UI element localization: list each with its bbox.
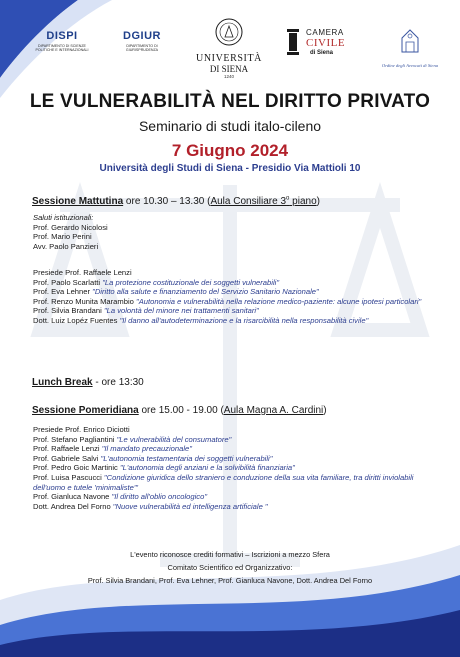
- greeting-item: Prof. Mario Perini: [33, 232, 92, 242]
- greetings-label: Saluti istituzionali:: [33, 213, 94, 222]
- talk-item: Prof. Renzo Munita Marambio "Autonomia e vulnerabilità nella relazione medico-paziente: alcune ipotesi particolari": [33, 296, 422, 306]
- afternoon-chair: Presiede Prof. Enrico Diciotti: [33, 425, 130, 434]
- talk-item: Dott. Andrea Del Forno "Nuove vulnerabilità ed intelligenza artificiale ": [33, 501, 268, 511]
- talk-item: Prof. Gabriele Salvi "L'autonomia testamentaria dei soggetti vulnerabili": [33, 453, 273, 463]
- logo-row: [0, 18, 460, 79]
- greeting-item: Prof. Gerardo Nicolosi: [33, 222, 108, 232]
- column-icon: [286, 28, 300, 56]
- talk-item: Prof. Gianluca Navone "Il diritto all'oblio oncologico": [33, 492, 208, 502]
- unisi-year: 1240: [223, 74, 234, 79]
- morning-greetings: [33, 213, 443, 251]
- event-date: 7 Giugno 2024: [171, 141, 289, 160]
- morning-program: [33, 268, 443, 326]
- unisi-city: DI SIENA: [209, 64, 249, 74]
- afternoon-program: [33, 425, 443, 511]
- lunch-label: Lunch Break: [32, 377, 93, 388]
- talk-item: Prof. Stefano Pagliantini "Le vulnerabilità del consumatore": [33, 434, 232, 444]
- afternoon-session-time: ore 15.00 - 19.00: [141, 405, 218, 416]
- lunch-break: [32, 377, 144, 388]
- crest-icon: [398, 26, 422, 56]
- unisi-name: UNIVERSITÀ: [196, 53, 262, 64]
- talk-item: Prof. Paolo Scarlatti "La protezione costituzionale dei soggetti vulnerabili": [33, 277, 280, 287]
- talk-item: Prof. Luisa Pascucci "Condizione giuridica dello straniero e conduzione della sua vita familiare, tra diritti inviolabili dell'uomo e tutele 'minimaliste'": [33, 472, 414, 492]
- afternoon-session-room: Aula Magna A. Cardini: [223, 405, 324, 416]
- dispi-logo-caption: DIPARTIMENTO DI SCIENZE POLITICHE E INTERNAZIONALI: [35, 44, 89, 53]
- dgiur-logo: [112, 30, 172, 53]
- ordine-avvocati-logo: [372, 26, 448, 68]
- morning-session-name: Sessione Mattutina: [32, 196, 124, 207]
- talk-item: Prof. Silvia Brandani "La volontà del minore nei trattamenti sanitari": [33, 306, 259, 316]
- morning-session-room: Aula Consiliare 3$^o$ piano: [210, 195, 317, 207]
- university-seal-icon: [215, 18, 243, 46]
- afternoon-session-header: Sessione Pomeridiana ore 15.00 - 19.00 (Aula Magna A. Cardini): [32, 405, 327, 416]
- talk-item: Prof. Pedro Goic Martinic "L'autonomia degli anziani e la solvibilità finanziaria": [33, 463, 295, 473]
- camera-line-1: CAMERA: [306, 28, 344, 37]
- morning-session-time: ore 10.30 – 13.30: [125, 196, 205, 207]
- unisi-logo: [190, 18, 268, 79]
- afternoon-session-name: Sessione Pomeridiana: [32, 405, 139, 416]
- talk-item: Dott. Luiz Lopéz Fuentes "Il danno all'autodeterminazione e la risarcibilità nella responsabilità civile": [33, 315, 369, 325]
- talk-item: Prof. Eva Lehner "Diritto alla salute e finanziamento del Servizio Sanitario Nazionale": [33, 287, 319, 297]
- ordine-caption: Ordine degli Avvocati di Siena: [381, 63, 439, 68]
- dispi-logo: [32, 30, 92, 53]
- event-venue: Università degli Studi di Siena - Presidio Via Mattioli 10: [99, 163, 361, 174]
- lunch-time: - ore 13:30: [95, 377, 144, 388]
- camera-line-2: CIVILE: [306, 37, 346, 49]
- committee-members: Prof. Silvia Brandani, Prof. Eva Lehner, Prof. Gianluca Navone, Dott. Andrea Del Forno: [87, 576, 373, 585]
- credits-note: L'evento riconosce crediti formativi – Iscrizioni a mezzo Sfera: [130, 550, 330, 559]
- dgiur-logo-mark: DGIUR: [123, 30, 161, 42]
- greeting-item: Avv. Paolo Panzieri: [33, 241, 99, 251]
- morning-session-header: Sessione Mattutina ore 10.30 – 13.30 (Aula Consiliare 3$^o$ piano): [32, 195, 320, 207]
- camera-line-3: di Siena: [310, 50, 334, 56]
- camera-civile-logo: [286, 28, 356, 62]
- dispi-logo-mark: DISPI: [46, 30, 78, 42]
- event-title: LE VULNERABILITÀ NEL DIRITTO PRIVATO: [29, 91, 431, 112]
- event-subtitle: Seminario di studi italo-cileno: [138, 118, 322, 134]
- committee-label: Comitato Scientifico ed Organizzativo:: [167, 563, 293, 572]
- morning-chair: Presiede Prof. Raffaele Lenzi: [33, 268, 132, 277]
- talk-item: Prof. Raffaele Lenzi "Il mandato precauzionale": [33, 444, 192, 454]
- dgiur-logo-caption: DIPARTIMENTO DI GIURISPRUDENZA: [125, 44, 159, 53]
